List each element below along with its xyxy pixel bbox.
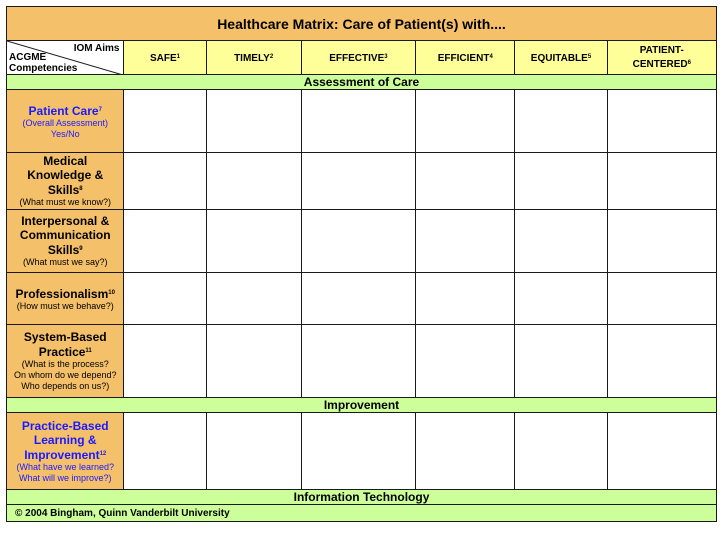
- section-improvement: Improvement: [7, 398, 717, 413]
- row-header-medical-knowledge: Medical Knowledge & Skills$^8$ (What must we know?): [7, 153, 124, 210]
- matrix-cell[interactable]: [515, 210, 607, 273]
- matrix-cell[interactable]: [206, 210, 301, 273]
- row-header-practice-based: Practice-Based Learning & Improvement$^{12}$ (What have we learned? What will we improve?): [7, 413, 124, 490]
- aim-effective: EFFECTIVE$^3$: [301, 41, 415, 75]
- matrix-cell[interactable]: [124, 413, 206, 490]
- matrix-cell[interactable]: [607, 413, 716, 490]
- row-header-system-based: System-Based Practice$^{11}$ (What is the process? On whom do we depend? Who depends on us?): [7, 325, 124, 398]
- acgme-label: ACGME Competencies: [9, 52, 78, 74]
- row-practice-based: [7, 413, 717, 490]
- row-professionalism: [7, 273, 717, 325]
- section-assessment-of-care: Assessment of Care: [7, 75, 717, 90]
- matrix-cell[interactable]: [607, 273, 716, 325]
- matrix-cell[interactable]: [301, 90, 415, 153]
- matrix-cell[interactable]: [515, 90, 607, 153]
- row-header-interpersonal: Interpersonal & Communication Skills$^9$ (What must we say?): [7, 210, 124, 273]
- copyright-footer: © 2004 Bingham, Quinn Vanderbilt University: [7, 505, 717, 522]
- aim-patient-centered: PATIENT- CENTERED$^6$: [607, 41, 716, 75]
- matrix-cell[interactable]: [124, 273, 206, 325]
- matrix-cell[interactable]: [206, 153, 301, 210]
- matrix-title: Healthcare Matrix: Care of Patient(s) with....: [7, 7, 717, 41]
- aim-timely: TIMELY$^2$: [206, 41, 301, 75]
- matrix-cell[interactable]: [416, 210, 515, 273]
- iom-aims-label: IOM Aims: [73, 43, 120, 54]
- row-patient-care: [7, 90, 717, 153]
- row-medical-knowledge: [7, 153, 717, 210]
- matrix-cell[interactable]: [124, 153, 206, 210]
- matrix-cell[interactable]: [607, 90, 716, 153]
- matrix-cell[interactable]: [206, 273, 301, 325]
- matrix-cell[interactable]: [301, 210, 415, 273]
- matrix-cell[interactable]: [607, 210, 716, 273]
- row-system-based: [7, 325, 717, 398]
- matrix-cell[interactable]: [416, 273, 515, 325]
- matrix-cell[interactable]: [515, 325, 607, 398]
- row-interpersonal: [7, 210, 717, 273]
- matrix-cell[interactable]: [301, 413, 415, 490]
- matrix-cell[interactable]: [206, 90, 301, 153]
- matrix-cell[interactable]: [124, 325, 206, 398]
- matrix-cell[interactable]: [416, 325, 515, 398]
- matrix-cell[interactable]: [301, 325, 415, 398]
- row-header-patient-care: Patient Care$^7$ (Overall Assessment) Yes/No: [7, 90, 124, 153]
- matrix-cell[interactable]: [416, 153, 515, 210]
- matrix-cell[interactable]: [416, 413, 515, 490]
- matrix-cell[interactable]: [607, 153, 716, 210]
- matrix-cell[interactable]: [607, 325, 716, 398]
- aims-header-row: [7, 41, 717, 75]
- corner-header-cell: [7, 41, 124, 75]
- aim-efficient: EFFICIENT$^4$: [416, 41, 515, 75]
- matrix-cell[interactable]: [124, 90, 206, 153]
- matrix-cell[interactable]: [206, 325, 301, 398]
- matrix-cell[interactable]: [416, 90, 515, 153]
- matrix-cell[interactable]: [515, 273, 607, 325]
- row-header-professionalism: Professionalism$^{10}$ (How must we behave?): [7, 273, 124, 325]
- matrix-cell[interactable]: [124, 210, 206, 273]
- section-information-technology: Information Technology: [7, 490, 717, 505]
- healthcare-matrix-table: [6, 6, 717, 522]
- aim-safe: SAFE$^1$: [124, 41, 206, 75]
- matrix-cell[interactable]: [301, 273, 415, 325]
- matrix-cell[interactable]: [515, 153, 607, 210]
- matrix-cell[interactable]: [515, 413, 607, 490]
- matrix-cell[interactable]: [301, 153, 415, 210]
- matrix-cell[interactable]: [206, 413, 301, 490]
- aim-equitable: EQUITABLE$^5$: [515, 41, 607, 75]
